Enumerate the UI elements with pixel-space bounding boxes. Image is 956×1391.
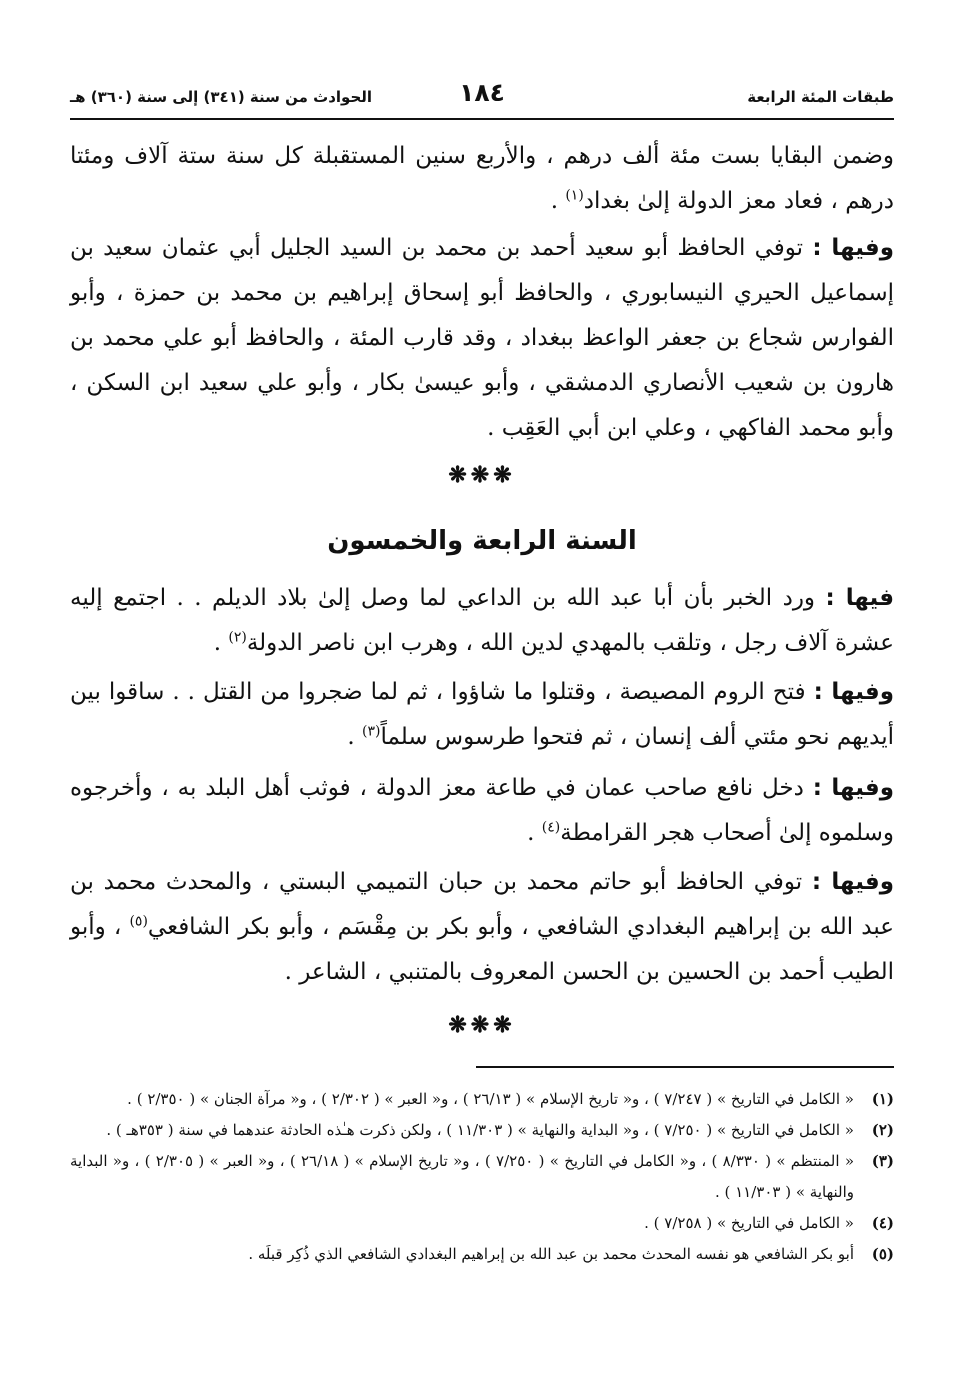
footnote-text: « الكامل في التاريخ » ( ٧/٢٥٠ ) ، و« البداية والنهاية » ( ١١/٣٠٣ ) ، ولكن ذكرت هـٰذه الحادثة عندهما في سنة ( ٣٥٣هـ ) . <box>106 1121 854 1139</box>
footnote-number: (٥) <box>871 1245 894 1263</box>
footnote-text: « المنتظم » ( ٨/٣٣٠ ) ، و« الكامل في التاريخ » ( ٧/٢٥٠ ) ، و« تاريخ الإسلام » ( ٢٦/١٨ ) ، و« العبر » ( ٢/٣٠٥ ) ، و« البداية والنهاية » ( ١١/٣٠٣ ) . <box>70 1152 854 1201</box>
paragraph-text: فتح الروم المصيصة ، وقتلوا ما شاؤوا ، ثم لما ضجروا من القتل . . ساقوا بين أيديهم نحو مئتي ألف إنسان ، ثم فتحوا طرسوس سلماً <box>70 679 894 750</box>
paragraph-2 <box>70 226 894 451</box>
paragraph-end: . <box>213 630 229 656</box>
paragraph-text: وضمن البقايا بست مئة ألف درهم ، والأربع سنين المستقبلة كل سنة ستة آلاف ومئتا درهم ، فعاد معز الدولة إلىٰ بغداد <box>70 143 894 214</box>
footnote-ref-4[interactable]: (٤) <box>541 819 561 836</box>
footnote-1 <box>70 1084 894 1115</box>
header-rule <box>70 118 894 120</box>
footnote-ref-1[interactable]: (١) <box>565 187 584 204</box>
paragraph-lead: وفيها : <box>812 235 894 261</box>
footnotes <box>70 1084 894 1270</box>
running-header <box>70 78 894 118</box>
paragraph-text: توفي الحافظ أبو حاتم محمد بن حبان التميمي البستي ، والمحدث محمد بن عبد الله بن إبراهيم البغدادي الشافعي ، وأبو بكر بن مِقْسَم ، وأبو بكر الشافعي <box>70 869 895 940</box>
paragraph-3 <box>70 576 894 666</box>
footnote-ref-3[interactable]: (٣) <box>362 723 381 740</box>
footnote-3 <box>70 1146 894 1208</box>
footnote-number: (١) <box>871 1090 894 1108</box>
separator-stars-1: ❋❋❋ <box>448 462 516 488</box>
paragraph-5 <box>70 766 894 856</box>
paragraph-lead: وفيها : <box>811 869 894 895</box>
footnote-number: (٢) <box>871 1121 894 1139</box>
paragraph-1 <box>70 134 894 224</box>
paragraph-lead: وفيها : <box>813 679 895 705</box>
paragraph-text-continued: ، وأبو الطيب أحمد بن الحسين بن الحسن المعروف بالمتنبي ، الشاعر . <box>70 914 894 985</box>
paragraph-6 <box>70 860 894 995</box>
footnote-4 <box>70 1208 894 1239</box>
paragraph-lead: فيها : <box>825 585 894 611</box>
paragraph-end: . <box>527 820 542 846</box>
book-title: طبقات المئة الرابعة <box>747 88 894 106</box>
footnote-text: « الكامل في التاريخ » ( ٧/٢٤٧ ) ، و« تاريخ الإسلام » ( ٢٦/١٣ ) ، و« العبر » ( ٢/٣٠٢ ) ، و« مرآة الجنان » ( ٢/٣٥٠ ) . <box>127 1090 854 1108</box>
paragraph-lead: وفيها : <box>812 775 894 801</box>
paragraph-text: توفي الحافظ أبو سعيد أحمد بن محمد بن السيد الجليل أبي عثمان سعيد بن إسماعيل الحيري النيسابوري ، والحافظ أبو إسحاق إبراهيم بن محمد بن حمزة ، وأبو الفوارس شجاع بن جعفر الواعظ ببغداد ، وقد قارب المئة ، والحافظ أبو علي محمد بن هارون بن شعيب الأنصاري الدمشقي ، وأبو عيسىٰ بكار ، وأبو علي سعيد ابن السكن ، وأبو محمد الفاكهي ، وعلي ابن أبي العَقِب . <box>70 235 894 441</box>
footnote-number: (٣) <box>871 1152 894 1170</box>
paragraph-end: . <box>347 724 363 750</box>
footnote-ref-2[interactable]: (٢) <box>228 629 247 646</box>
footnote-ref-5[interactable]: (٥) <box>129 913 148 930</box>
footnote-number: (٤) <box>871 1214 894 1232</box>
footnote-text: أبو بكر الشافعي هو نفسه المحدث محمد بن عبد الله بن إبراهيم البغدادي الشافعي الذي ذُكِر قبلَه . <box>248 1245 854 1263</box>
footnote-2 <box>70 1115 894 1146</box>
range-title: الحوادث من سنة (٣٤١) إلى سنة (٣٦٠) هـ <box>70 88 373 106</box>
paragraph-end: . <box>550 188 566 214</box>
book-page <box>70 0 894 1391</box>
footnote-text: « الكامل في التاريخ » ( ٧/٢٥٨ ) . <box>644 1214 854 1232</box>
footnote-5 <box>70 1239 894 1270</box>
footnote-rule <box>476 1066 894 1068</box>
paragraph-text: دخل نافع صاحب عمان في طاعة معز الدولة ، فوثب أهل البلد به ، وأخرجوه وسلموه إلىٰ أصحاب هجر القرامطة <box>70 775 894 846</box>
section-title: السنة الرابعة والخمسون <box>327 526 637 556</box>
page-number: ١٨٤ <box>459 78 505 107</box>
paragraph-4 <box>70 670 894 760</box>
separator-stars-2: ❋❋❋ <box>448 1012 516 1038</box>
paragraph-text: ورد الخبر بأن أبا عبد الله بن الداعي لما وصل إلىٰ بلاد الديلم . . اجتمع إليه عشرة آلاف رجل ، وتلقب بالمهدي لدين الله ، وهرب ابن ناصر الدولة <box>70 585 894 656</box>
